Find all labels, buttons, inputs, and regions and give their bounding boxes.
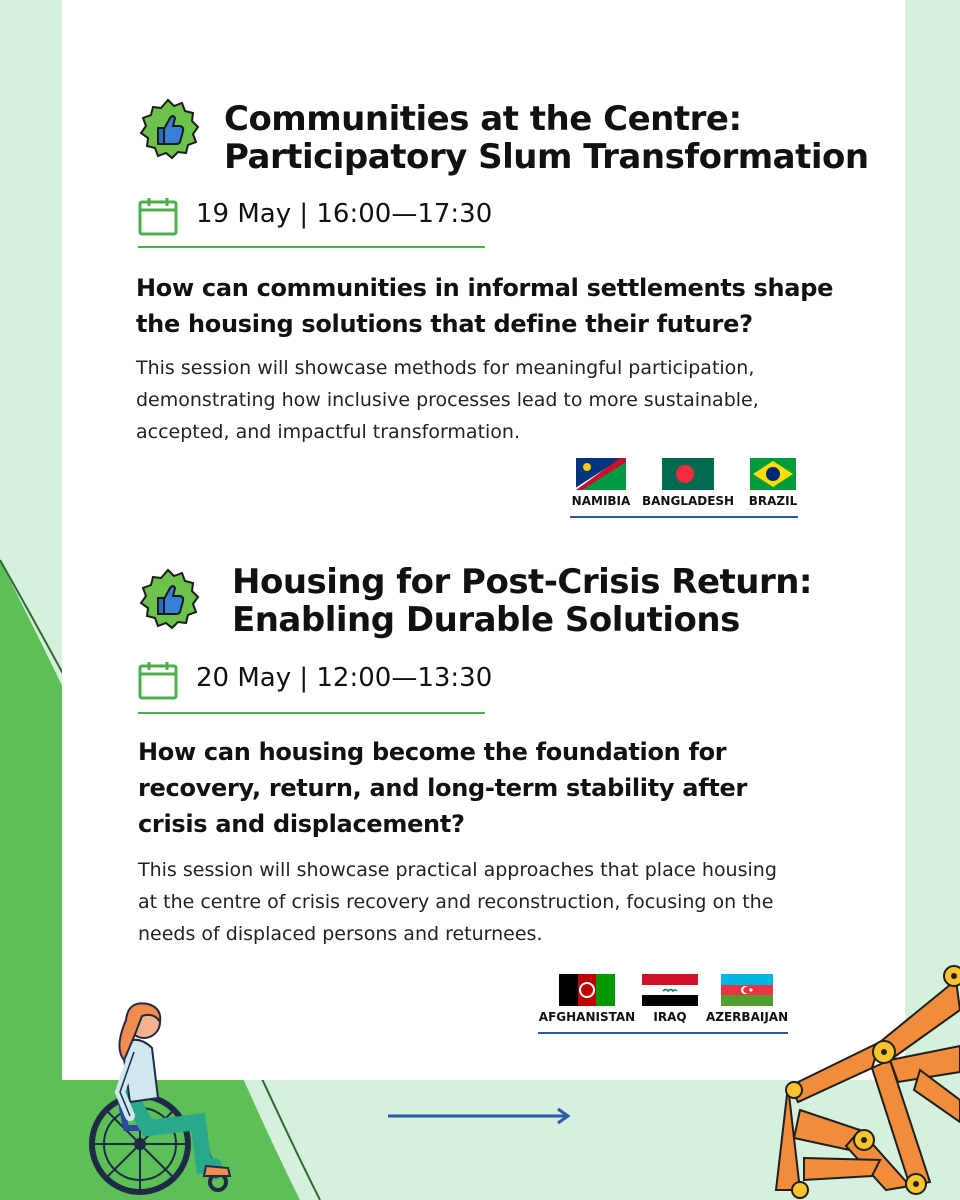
divider: [138, 246, 485, 248]
session-question: How can communities in informal settlements shape the housing solutions that define their future?: [136, 274, 834, 338]
session-question: How can housing become the foundation for recovery, return, and long-term stability after crisis and displacement?: [138, 738, 748, 838]
geodesic-dome-illustration: [760, 950, 960, 1200]
date-text: 19 May | 16:00—17:30: [196, 199, 493, 229]
flag-azerbaijan: AZERBAIJAN: [706, 974, 788, 1024]
session-description: This session will showcase practical approaches that place housing at the centre of crisis recovery and reconstruction, focusing on the needs of displaced persons and returnees.: [138, 859, 777, 945]
calendar-icon: [138, 660, 178, 700]
flags-underline: [538, 1032, 788, 1034]
calendar-icon: [138, 196, 178, 236]
date-text: 20 May | 12:00—13:30: [196, 663, 493, 693]
country-flags: [538, 974, 788, 1036]
flag-afghanistan: AFGHANISTAN: [538, 974, 636, 1024]
flags-underline: [570, 516, 798, 518]
flag-namibia: NAMIBIA: [570, 458, 632, 508]
flag-bangladesh: BANGLADESH: [642, 458, 734, 508]
session-date: [138, 660, 493, 700]
flag-brazil: BRAZIL: [748, 458, 798, 508]
arrow-right-icon[interactable]: [388, 1106, 574, 1126]
thumbs-up-badge-icon: [136, 568, 200, 632]
session-title: Communities at the Centre: Participatory Slum Transformation: [224, 99, 869, 177]
thumbs-up-badge-icon: [136, 98, 200, 162]
wheelchair-user-illustration: [78, 998, 248, 1200]
session-title: Housing for Post-Crisis Return: Enabling Durable Solutions: [232, 562, 813, 640]
session-description: This session will showcase methods for meaningful participation, demonstrating how inclusive processes lead to more sustainable, accepted, and impactful transformation.: [136, 357, 759, 443]
session-date: [138, 196, 493, 236]
flag-iraq: IRAQ: [642, 974, 698, 1024]
divider: [138, 712, 485, 714]
country-flags: [570, 458, 798, 520]
